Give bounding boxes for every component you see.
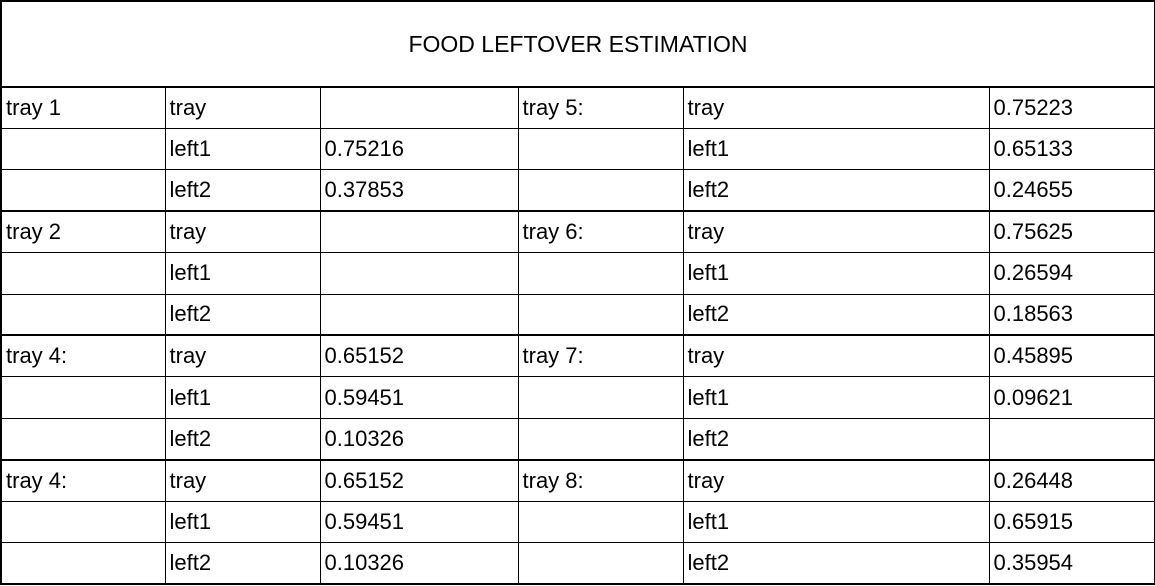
left-tray-label-cell[interactable] — [1, 542, 165, 584]
right-measure-value-cell[interactable]: 0.26594 — [989, 253, 1155, 294]
right-measure-name-cell[interactable]: left2 — [683, 170, 989, 211]
right-measure-value-cell[interactable]: 0.45895 — [989, 335, 1155, 376]
table-row — [1, 418, 1155, 459]
right-tray-label-cell[interactable] — [518, 170, 683, 211]
table-row — [1, 211, 1155, 252]
left-measure-value-cell[interactable] — [320, 294, 518, 335]
left-measure-value-cell[interactable]: 0.10326 — [320, 418, 518, 459]
left-measure-name-cell[interactable]: left1 — [165, 128, 320, 169]
right-measure-name-cell[interactable]: tray — [683, 211, 989, 252]
left-tray-label-cell[interactable] — [1, 170, 165, 211]
right-measure-name-cell[interactable]: left2 — [683, 294, 989, 335]
left-measure-value-cell[interactable]: 0.65152 — [320, 460, 518, 501]
right-measure-name-cell[interactable]: left1 — [683, 253, 989, 294]
left-tray-label-cell[interactable]: tray 2 — [1, 211, 165, 252]
left-measure-name-cell[interactable]: tray — [165, 335, 320, 376]
left-tray-label-cell[interactable] — [1, 253, 165, 294]
table-row — [1, 501, 1155, 542]
right-measure-value-cell[interactable]: 0.24655 — [989, 170, 1155, 211]
left-tray-label-cell[interactable]: tray 4: — [1, 460, 165, 501]
table-row — [1, 460, 1155, 501]
right-tray-label-cell[interactable] — [518, 418, 683, 459]
left-tray-label-cell[interactable]: tray 1 — [1, 87, 165, 128]
left-tray-label-cell[interactable] — [1, 418, 165, 459]
table-row — [1, 294, 1155, 335]
left-measure-name-cell[interactable]: left2 — [165, 294, 320, 335]
right-measure-name-cell[interactable]: tray — [683, 87, 989, 128]
right-measure-value-cell[interactable]: 0.75223 — [989, 87, 1155, 128]
title-row — [1, 1, 1155, 87]
table-row — [1, 253, 1155, 294]
left-measure-value-cell[interactable]: 0.75216 — [320, 128, 518, 169]
right-measure-name-cell[interactable]: tray — [683, 335, 989, 376]
left-measure-value-cell[interactable] — [320, 87, 518, 128]
left-measure-name-cell[interactable]: left1 — [165, 501, 320, 542]
right-measure-value-cell[interactable]: 0.75625 — [989, 211, 1155, 252]
right-measure-value-cell[interactable]: 0.26448 — [989, 460, 1155, 501]
right-tray-label-cell[interactable]: tray 8: — [518, 460, 683, 501]
left-measure-value-cell[interactable]: 0.65152 — [320, 335, 518, 376]
right-measure-value-cell[interactable]: 0.65133 — [989, 128, 1155, 169]
left-measure-value-cell[interactable] — [320, 253, 518, 294]
right-measure-value-cell[interactable]: 0.65915 — [989, 501, 1155, 542]
left-measure-value-cell[interactable] — [320, 211, 518, 252]
table-title: FOOD LEFTOVER ESTIMATION — [1, 1, 1155, 87]
left-measure-value-cell[interactable]: 0.10326 — [320, 542, 518, 584]
right-measure-name-cell[interactable]: left2 — [683, 542, 989, 584]
table-row — [1, 170, 1155, 211]
left-measure-name-cell[interactable]: left2 — [165, 170, 320, 211]
right-tray-label-cell[interactable]: tray 7: — [518, 335, 683, 376]
table-body — [1, 87, 1155, 584]
right-tray-label-cell[interactable] — [518, 294, 683, 335]
left-measure-name-cell[interactable]: left1 — [165, 377, 320, 418]
left-measure-name-cell[interactable]: tray — [165, 460, 320, 501]
left-measure-name-cell[interactable]: left2 — [165, 542, 320, 584]
left-measure-value-cell[interactable]: 0.37853 — [320, 170, 518, 211]
left-measure-name-cell[interactable]: tray — [165, 87, 320, 128]
left-tray-label-cell[interactable] — [1, 377, 165, 418]
left-measure-name-cell[interactable]: tray — [165, 211, 320, 252]
table-row — [1, 542, 1155, 584]
right-measure-value-cell[interactable]: 0.09621 — [989, 377, 1155, 418]
left-measure-name-cell[interactable]: left2 — [165, 418, 320, 459]
right-measure-value-cell[interactable] — [989, 418, 1155, 459]
left-tray-label-cell[interactable]: tray 4: — [1, 335, 165, 376]
right-tray-label-cell[interactable] — [518, 542, 683, 584]
table-row — [1, 377, 1155, 418]
right-tray-label-cell[interactable]: tray 6: — [518, 211, 683, 252]
right-measure-name-cell[interactable]: left1 — [683, 377, 989, 418]
right-tray-label-cell[interactable]: tray 5: — [518, 87, 683, 128]
right-measure-value-cell[interactable]: 0.35954 — [989, 542, 1155, 584]
left-tray-label-cell[interactable] — [1, 128, 165, 169]
right-tray-label-cell[interactable] — [518, 377, 683, 418]
table-row — [1, 335, 1155, 376]
left-tray-label-cell[interactable] — [1, 294, 165, 335]
right-measure-value-cell[interactable]: 0.18563 — [989, 294, 1155, 335]
left-measure-value-cell[interactable]: 0.59451 — [320, 501, 518, 542]
table-row — [1, 128, 1155, 169]
right-tray-label-cell[interactable] — [518, 253, 683, 294]
right-measure-name-cell[interactable]: left1 — [683, 128, 989, 169]
right-measure-name-cell[interactable]: left2 — [683, 418, 989, 459]
left-tray-label-cell[interactable] — [1, 501, 165, 542]
right-measure-name-cell[interactable]: left1 — [683, 501, 989, 542]
right-tray-label-cell[interactable] — [518, 501, 683, 542]
left-measure-value-cell[interactable]: 0.59451 — [320, 377, 518, 418]
right-tray-label-cell[interactable] — [518, 128, 683, 169]
table-row — [1, 87, 1155, 128]
right-measure-name-cell[interactable]: tray — [683, 460, 989, 501]
left-measure-name-cell[interactable]: left1 — [165, 253, 320, 294]
